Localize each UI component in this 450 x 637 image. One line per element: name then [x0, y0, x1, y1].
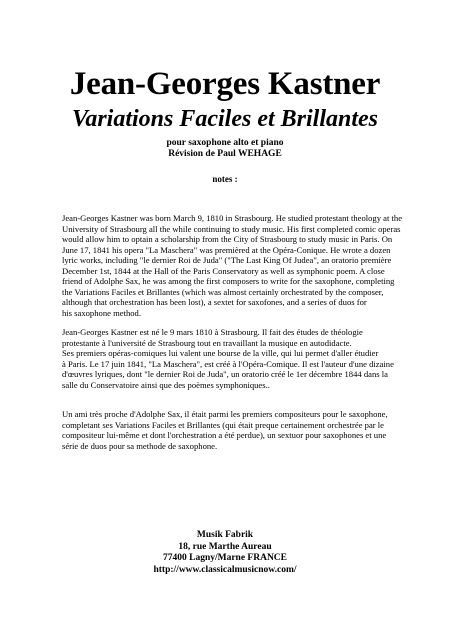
text-line: University of Strasbourg all the while continuing to study music. His first completed comic operas [62, 223, 401, 234]
text-line: salle du Conservatoire ainsi que des poèmes symphoniques.. [62, 379, 270, 390]
text-line: completant ses Variations Faciles et Brillantes (qui était preque certainement orchestrée par le [62, 419, 384, 430]
publisher-name: Musik Fabrik [196, 530, 254, 540]
publisher-footer [0, 530, 450, 576]
text-line: June 17, 1841 his opera "La Maschera" was premièred at the Opéra-Conique. He wrote a dozen [62, 244, 391, 255]
notes-label: notes : [212, 174, 238, 184]
instrumentation-line: pour saxophone alto et piano [166, 138, 284, 148]
text-line: December 1st, 1844 at the Hall of the Paris Conservatory as well as symphonic poem. A close [62, 265, 385, 276]
text-line: lyric works, including "le dernier Roi de Juda" ("The Last King Of Judea", an oratorio première [62, 255, 392, 265]
text-line: although that orchestration has been lost), a sextet for saxofones, and a series of duos for [62, 297, 367, 307]
paragraph-french-1 [62, 327, 422, 390]
publisher-street: 18, rue Marthe Aureau [178, 541, 272, 552]
text-line: Jean-Georges Kastner est né le 9 mars 1810 à Strasbourg. Il fait des études de théologie [62, 327, 363, 337]
paragraph-english [62, 213, 422, 318]
text-line: Jean-Georges Kastner was born March 9, 1810 in Strasbourg. He studied protestant theology at the [62, 213, 403, 223]
revision-line: Révision de Paul WEHAGE [168, 149, 282, 159]
text-line: the Variations Faciles et Brillantes (which was almost certainly orchestrated by the composer, [62, 286, 384, 297]
text-line: d'œuvres lyriques, dont "le dernier Roi de Juda", un oratorio créé le 1er décembre 1844 dans la [62, 369, 388, 379]
text-line: protestante à l'université de Strasbourg tout en travaillant la musique en autodidacte. [62, 337, 352, 348]
text-line: Un ami très proche d'Adolphe Sax, il était parmi les premiers compositeurs pour le saxophone, [62, 409, 388, 419]
text-line: Ses premiers opéras-comiques lui valent une bourse de la ville, qui lui permet d'aller étudier [62, 348, 379, 358]
composer-title: Jean-Georges Kastner [69, 66, 381, 102]
instrumentation-block [0, 138, 450, 160]
text-line: compositeur lui-même et dont l'orchestration a été perdue), un sextuor pour saxophones et une [62, 430, 387, 440]
text-line: friend of Adolphe Sax, he was among the first composers to write for the saxophone, completing [62, 276, 395, 286]
paragraph-french-2 [62, 409, 422, 451]
publisher-city: 77400 Lagny/Marne FRANCE [162, 553, 288, 563]
text-line: à Paris. Le 17 juin 1841, "La Maschera", est créé à l'Opéra-Comique. Il est l'auteur d'une dizaine [62, 358, 394, 369]
publisher-url: http://www.classicalmusicnow.com/ [153, 564, 297, 575]
text-line: série de duos pour sa methode de saxophone. [62, 440, 218, 451]
text-line: his saxophone method. [62, 307, 142, 318]
text-line: would allow him to optain a scholarship from the City of Strasbourg to study music in Paris. On [62, 234, 393, 244]
work-title: Variations Faciles et Brillantes [71, 106, 379, 132]
